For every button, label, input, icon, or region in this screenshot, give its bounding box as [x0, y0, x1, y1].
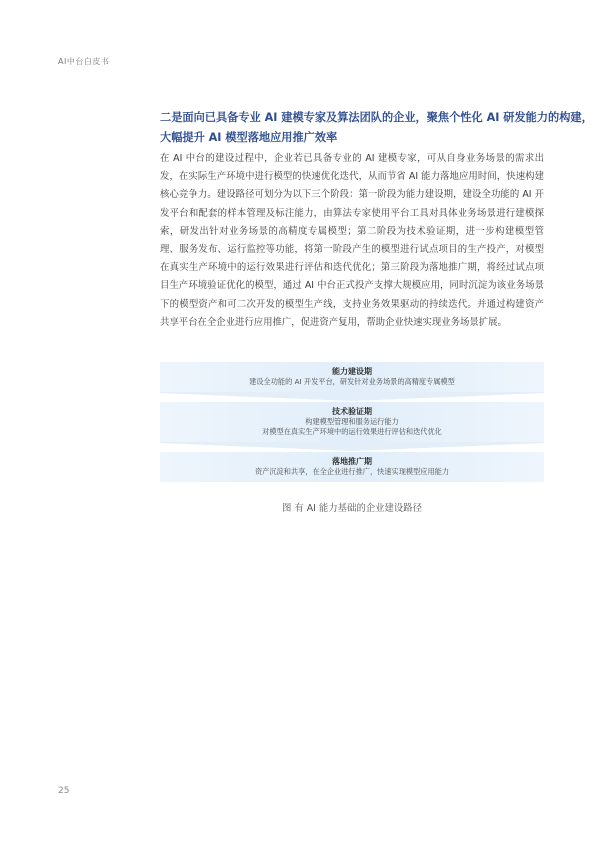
stage-description: 对模型在真实生产环境中的运行效果进行评估和迭代优化	[262, 427, 442, 436]
stage-rollout	[160, 452, 544, 482]
stage-title: 技术验证期	[332, 407, 372, 416]
stage-description: 建设全功能的 AI 开发平台，研发针对业务场景的高精度专属模型	[249, 377, 455, 386]
stage-title: 落地推广期	[332, 457, 372, 466]
stage-capability-building	[160, 362, 544, 392]
section-heading-line-1: 二是面向已具备专业 AI 建模专家及算法团队的企业，聚焦个性化 AI 研发能力的构建，	[160, 111, 593, 124]
stage-title: 能力建设期	[332, 367, 372, 376]
page-number: 25	[58, 786, 70, 796]
chevron-down-icon	[160, 442, 544, 452]
stage-description: 资产沉淀和共享，在全企业进行推广，快速实现模型应用能力	[254, 467, 450, 476]
stage-technical-verification	[160, 402, 544, 442]
figure-caption: 图 有 AI 能力基础的企业建设路径	[282, 503, 422, 514]
section-heading	[160, 108, 593, 147]
section-heading-line-2: 大幅提升 AI 模型落地应用推广效率	[160, 130, 338, 144]
document-header: AI中台白皮书	[58, 57, 110, 66]
stage-description: 构建模型管理和服务运行能力	[305, 417, 399, 426]
chevron-down-icon	[160, 392, 544, 402]
body-paragraph: 在 AI 中台的建设过程中，企业若已具备专业的 AI 建模专家，可从自身业务场景的需求出发，在实际生产环境中进行模型的快速优化迭代，从而节省 AI 能力落地应用时间，快速构建核心竞争力。建设路径可划分为以下三个阶段：第一阶段为能力建设期，建设全功能的 AI 开发平台和配套的样本管理及标注能力，由算法专家使用平台工具对具体业务场景进行建模探索，研发出针对业务场景的高精度专属模型；第二阶段为技术验证期，进一步构建模型管理、服务发布、运行监控等功能，将第一阶段产生的模型进行试点项目的生产投产，对模型在真实生产环境中的运行效果进行评估和迭代优化；第三阶段为落地推广期，将经过试点项目生产环境验证优化的模型，通过 AI 中台正式投产支撑大规模应用，同时沉淀为该业务场景下的模型资产和可二次开发的模型生产线，支持业务效果驱动的持续迭代。并通过构建资产共享平台在全企业进行应用推广，促进资产复用，帮助企业快速实现业务场景扩展。	[160, 153, 544, 328]
